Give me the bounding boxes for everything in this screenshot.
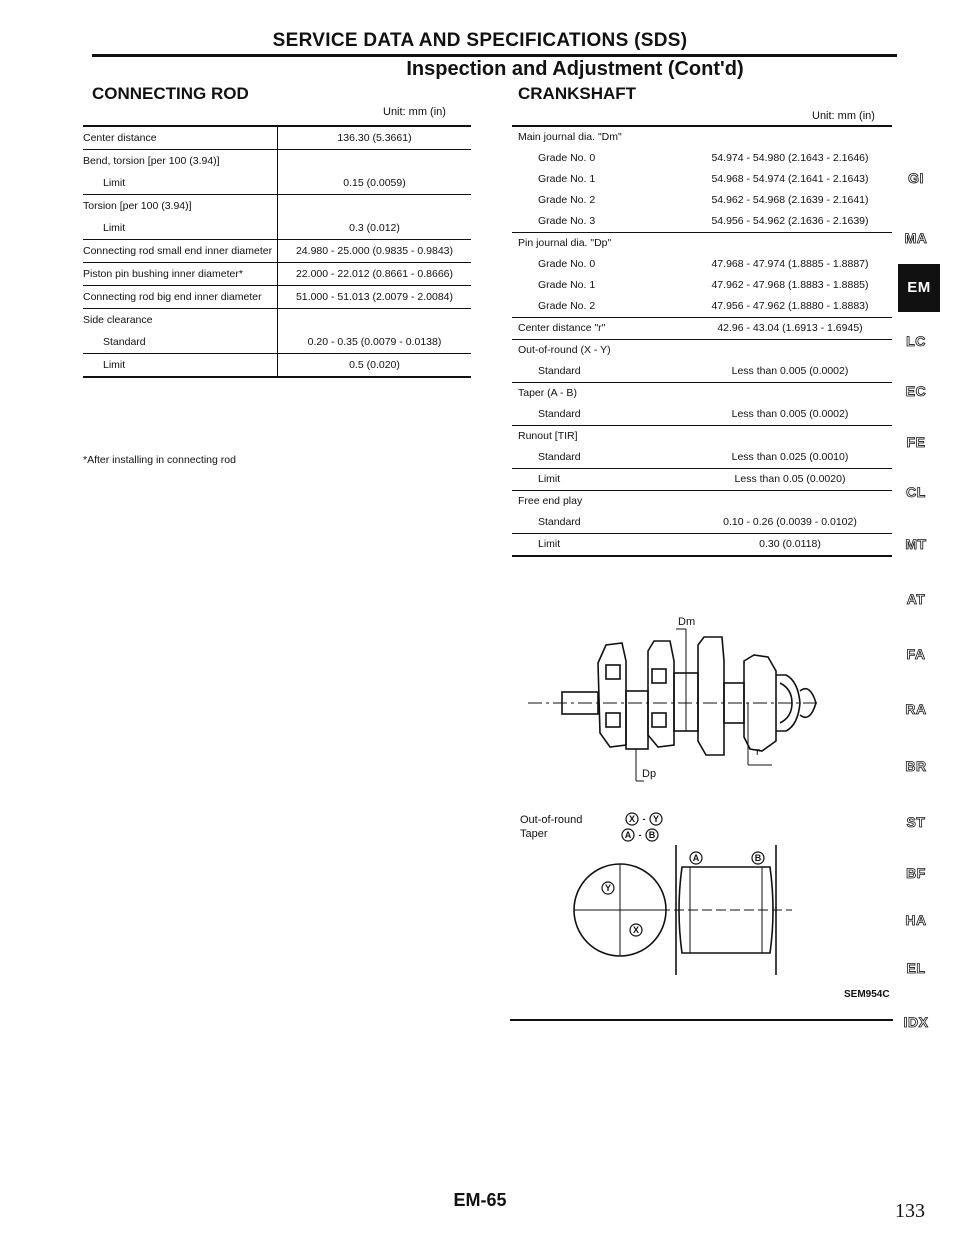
table-row (83, 354, 471, 378)
row-value: Less than 0.05 (0.0020) (688, 469, 892, 491)
table-row (512, 190, 892, 211)
table-row (512, 169, 892, 190)
table-row (512, 383, 892, 405)
row-value: 0.15 (0.0059) (278, 172, 472, 195)
row-label: Limit (83, 172, 278, 195)
row-value (688, 491, 892, 513)
row-label: Runout [TIR] (518, 430, 578, 442)
tab-gi[interactable]: GI (908, 170, 924, 186)
row-value: 42.96 - 43.04 (1.6913 - 1.6945) (688, 318, 892, 340)
dm-label: Dm (678, 616, 696, 628)
figure-code: SEM954C (844, 989, 890, 1000)
row-value: 54.962 - 54.968 (2.1639 - 2.1641) (711, 194, 869, 206)
table-row (512, 340, 892, 362)
table-row (512, 275, 892, 296)
row-label: Taper (A - B) (518, 387, 577, 399)
table-row (512, 447, 892, 469)
table-row (83, 150, 471, 173)
connecting-rod-table (83, 125, 471, 378)
table-row (512, 361, 892, 383)
table-row (512, 512, 892, 534)
connecting-rod-title: CONNECTING ROD (92, 84, 249, 103)
section-subtitle: Inspection and Adjustment (Cont'd) (406, 58, 744, 80)
r-label: r (756, 746, 760, 758)
tab-ha[interactable]: HA (905, 912, 927, 928)
row-value: 0.3 (0.012) (278, 217, 472, 240)
row-value (688, 340, 892, 362)
table-row (83, 195, 471, 218)
page-number: 133 (895, 1200, 925, 1222)
row-value: 47.968 - 47.974 (1.8885 - 1.8887) (711, 258, 869, 270)
dp-label: Dp (642, 768, 657, 780)
connecting-rod-footnote: *After installing in connecting rod (83, 454, 236, 466)
tab-fa[interactable]: FA (906, 646, 926, 662)
row-label: Free end play (518, 495, 583, 507)
crankshaft-title: CRANKSHAFT (518, 84, 637, 103)
bottom-rule (510, 1019, 893, 1021)
row-value: 0.10 - 0.26 (0.0039 - 0.0102) (688, 512, 892, 534)
table-row (512, 534, 892, 557)
crankshaft-table (512, 125, 892, 557)
tab-cl[interactable]: CL (906, 484, 926, 500)
b-marker-side-view: B (754, 853, 762, 863)
row-label: Grade No. 0 (538, 258, 596, 270)
row-value (688, 426, 892, 448)
row-label: Piston pin bushing inner diameter* (83, 263, 278, 286)
row-label: Pin journal dia. "Dp" (518, 237, 612, 249)
tab-idx[interactable]: IDX (903, 1014, 929, 1030)
row-label: Standard (512, 447, 688, 469)
connecting-rod-unit: Unit: mm (in) (383, 106, 446, 118)
header-rule (92, 54, 897, 57)
x-marker-end-view: X (632, 925, 640, 935)
table-row (512, 254, 892, 275)
table-row (83, 240, 471, 263)
b-marker: B (648, 830, 656, 840)
table-row (83, 126, 471, 150)
table-row (512, 233, 892, 255)
row-value: Less than 0.005 (0.0002) (688, 361, 892, 383)
tab-mt[interactable]: MT (905, 536, 927, 552)
table-row (512, 469, 892, 491)
row-value: 54.956 - 54.962 (2.1636 - 2.1639) (688, 211, 892, 233)
a-marker-side-view: A (692, 853, 700, 863)
tab-ma[interactable]: MA (904, 230, 928, 246)
row-value (688, 383, 892, 405)
row-label: Limit (83, 217, 278, 240)
x-marker: X (628, 814, 636, 824)
tab-ra[interactable]: RA (905, 701, 927, 717)
out-of-round-label: Out-of-round (520, 814, 583, 826)
table-row (83, 309, 471, 332)
table-row (512, 318, 892, 340)
row-value: 54.974 - 54.980 (2.1643 - 2.1646) (711, 152, 869, 164)
row-label: Limit (512, 534, 688, 557)
row-label: Main journal dia. "Dm" (512, 126, 688, 148)
row-value: 0.5 (0.020) (278, 354, 472, 378)
row-label: Torsion [per 100 (3.94)] (83, 200, 192, 212)
row-value (278, 150, 472, 173)
table-row (83, 331, 471, 354)
row-label: Grade No. 2 (512, 296, 688, 318)
table-row (83, 217, 471, 240)
row-value: 51.000 - 51.013 (2.0079 - 2.0084) (278, 286, 472, 309)
tab-st[interactable]: ST (906, 814, 926, 830)
row-value: 54.968 - 54.974 (2.1641 - 2.1643) (711, 173, 869, 185)
y-marker-end-view: Y (604, 883, 612, 893)
table-row (512, 426, 892, 448)
row-value (688, 233, 892, 255)
row-label: Grade No. 1 (538, 279, 596, 291)
row-label: Center distance (83, 126, 278, 150)
row-label: Limit (512, 469, 688, 491)
row-label: Grade No. 0 (538, 152, 596, 164)
section-header-title: SERVICE DATA AND SPECIFICATIONS (SDS) (272, 30, 688, 51)
row-value: 47.956 - 47.962 (1.8880 - 1.8883) (688, 296, 892, 318)
row-value: 22.000 - 22.012 (0.8661 - 0.8666) (278, 263, 472, 286)
table-row (512, 148, 892, 169)
row-label: Grade No. 2 (538, 194, 596, 206)
y-marker: Y (652, 814, 660, 824)
row-label: Standard (512, 361, 688, 383)
tab-at[interactable]: AT (906, 591, 926, 607)
row-value (278, 195, 472, 218)
row-value (278, 309, 472, 332)
table-row (512, 404, 892, 426)
row-value: Less than 0.025 (0.0010) (688, 447, 892, 469)
row-value: 47.962 - 47.968 (1.8883 - 1.8885) (711, 279, 869, 291)
table-row (83, 263, 471, 286)
row-value: 24.980 - 25.000 (0.9835 - 0.9843) (278, 240, 472, 263)
row-label: Limit (83, 354, 278, 378)
row-label: Grade No. 1 (538, 173, 596, 185)
a-b-dash: - (638, 830, 642, 840)
table-row (512, 491, 892, 513)
row-label: Connecting rod small end inner diameter (83, 240, 278, 263)
tab-em[interactable]: EM (898, 264, 940, 312)
row-label: Standard (83, 331, 278, 354)
row-value: 136.30 (5.3661) (278, 126, 472, 150)
table-row (83, 286, 471, 309)
tab-br[interactable]: BR (905, 758, 927, 774)
tab-bf[interactable]: BF (906, 865, 926, 881)
row-label: Side clearance (83, 314, 153, 326)
row-value: Less than 0.005 (0.0002) (688, 404, 892, 426)
row-value: 0.20 - 0.35 (0.0079 - 0.0138) (278, 331, 472, 354)
table-row (83, 172, 471, 195)
table-row (512, 296, 892, 318)
row-label: Center distance "r" (512, 318, 688, 340)
x-y-dash: - (642, 814, 646, 824)
tab-ec[interactable]: EC (905, 383, 927, 399)
table-row (512, 211, 892, 233)
tab-el[interactable]: EL (906, 960, 926, 976)
crankshaft-unit: Unit: mm (in) (812, 110, 875, 122)
row-label: Bend, torsion [per 100 (3.94)] (83, 155, 220, 167)
tab-lc[interactable]: LC (906, 333, 926, 349)
page-id: EM-65 (453, 1190, 507, 1210)
row-label: Connecting rod big end inner diameter (83, 286, 278, 309)
taper-label: Taper (520, 828, 548, 840)
row-label: Out-of-round (X - Y) (518, 344, 611, 356)
row-label: Standard (512, 404, 688, 426)
row-value (688, 126, 892, 148)
table-row (512, 126, 892, 148)
a-marker: A (624, 830, 632, 840)
tab-fe[interactable]: FE (906, 434, 926, 450)
row-value: 0.30 (0.0118) (688, 534, 892, 557)
crankshaft-diagram (510, 605, 895, 990)
row-label: Standard (512, 512, 688, 534)
row-label: Grade No. 3 (512, 211, 688, 233)
